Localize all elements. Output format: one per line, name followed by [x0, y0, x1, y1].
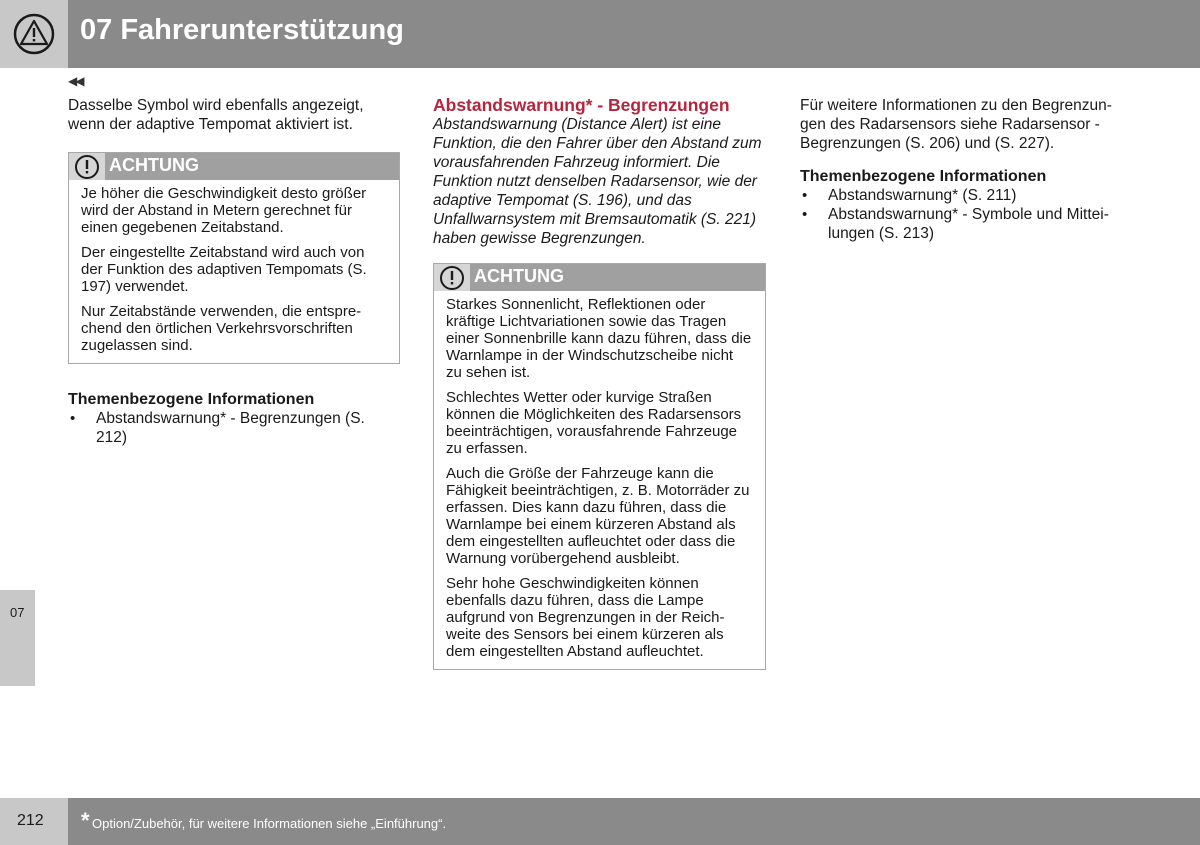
- related-info-link[interactable]: • Abstandswarnung* - Begrenzungen (S. 212): [68, 409, 400, 447]
- related-info-title: Themenbezogene Informationen: [800, 168, 1047, 185]
- column-right: [800, 96, 1132, 243]
- section-heading: Abstandswarnung* - Begrenzungen: [433, 95, 730, 115]
- chapter-side-tab[interactable]: [0, 590, 35, 686]
- page-number-box: [0, 798, 68, 845]
- warning-box: [68, 152, 400, 364]
- warning-body: [69, 180, 399, 363]
- section-intro: [433, 115, 766, 248]
- chapter-icon-box: [0, 0, 68, 68]
- footnote-text: Option/Zubehör, für weitere Informationen siehe „Einführung“.: [92, 816, 447, 831]
- footer-bar: [68, 798, 1200, 845]
- warning-paragraph: Nur Zeitabstände verwenden, die entsprechend den örtlichen Verkehrsvorschriften zugelassen sind.: [81, 303, 362, 354]
- related-info-list: [68, 409, 400, 447]
- warning-header: [69, 153, 399, 180]
- warning-triangle-icon: [13, 13, 55, 55]
- warning-paragraph: Der eingestellte Zeitabstand wird auch von der Funktion des adaptiven Tempomats (S. 197) verwendet.: [81, 244, 367, 295]
- column-left: [68, 96, 400, 447]
- info-icon-box: [69, 153, 105, 180]
- page-footer: [0, 798, 1200, 845]
- chapter-title: 07 Fahrerunterstützung: [80, 14, 404, 46]
- chapter-tab-label: 07: [10, 605, 25, 620]
- warning-paragraph: Auch die Größe der Fahrzeuge kann die Fähigkeit beeinträchtigen, z. B. Motorräder zu erfassen. Dies kann dazu führen, dass die Warnlampe bei einem kürzeren Abstand als dem eingestellten aufleuchtet oder dass die Warnung vorübergehend ausbleibt.: [446, 465, 750, 567]
- warning-paragraph: Sehr hohe Geschwindigkeiten können ebenfalls dazu führen, dass die Lampe aufgrund von Begrenzungen in der Reichweite des Sensors bei einem kürzeren als dem eingestellten Abstand aufleuchtet.: [446, 575, 725, 660]
- intro-text: Abstandswarnung (Distance Alert) ist eine Funktion, die den Fahrer über den Abstand zum vorausfahrenden Fahrzeug informiert. Die Funktion nutzt denselben Radarsensor, wie der adaptive Tempomat (S. 196), und das Unfallwarnsystem mit Bremsautomatik (S. 221) haben gewisse Begrenzungen.: [433, 116, 762, 247]
- warning-label: ACHTUNG: [109, 155, 199, 175]
- footnote-star: *: [81, 808, 90, 833]
- intro-text: Für weitere Informationen zu den Begrenzungen des Radarsensors siehe Radarsensor - Begrenzungen (S. 206) und (S. 227).: [800, 97, 1112, 152]
- back-nav-icon[interactable]: ◀◀: [68, 74, 83, 88]
- warning-paragraph: Starkes Sonnenlicht, Reflektionen oder kräftige Lichtvariationen sowie das Tragen einer Sonnenbrille kann dazu führen, dass die Warnlampe in der Windschutzscheibe nicht zu sehen ist.: [446, 296, 752, 381]
- warning-paragraph: Je höher die Geschwindigkeit desto größer wird der Abstand in Metern gerechnet für einen gegebenen Zeitabstand.: [81, 185, 367, 236]
- intro-text: Dasselbe Symbol wird ebenfalls angezeigt, wenn der adaptive Tempomat aktiviert ist.: [68, 97, 364, 133]
- warning-box: [433, 263, 766, 670]
- warning-paragraph: Schlechtes Wetter oder kurvige Straßen können die Möglichkeiten des Radarsensors beeinträchtigen, vorausfahrende Fahrzeuge zu erfassen.: [446, 389, 742, 457]
- info-icon-box: [434, 264, 470, 291]
- warning-body: [434, 291, 765, 669]
- info-icon: [439, 265, 465, 291]
- chapter-header: [0, 0, 1200, 68]
- info-icon: [74, 154, 100, 180]
- related-info-title: Themenbezogene Informationen: [68, 391, 315, 408]
- warning-header: [434, 264, 765, 291]
- related-info-link[interactable]: • Abstandswarnung* (S. 211): [800, 186, 1132, 205]
- related-info-link[interactable]: • Abstandswarnung* - Symbole und Mitteilungen (S. 213): [800, 205, 1132, 243]
- page-number: 212: [17, 812, 44, 829]
- column-middle: [433, 96, 766, 670]
- warning-label: ACHTUNG: [474, 266, 564, 286]
- related-info-list: [800, 186, 1132, 243]
